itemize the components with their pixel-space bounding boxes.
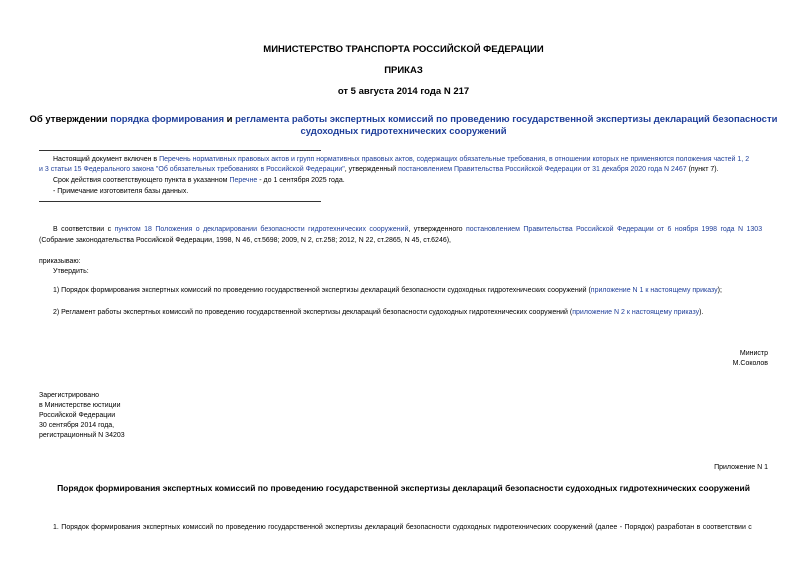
basis-link-resolution[interactable]: постановлением Правительства Российской Федерации от 6 ноября 1998 года N 1303 [465, 226, 763, 233]
note-link-perechen[interactable]: Перечне [229, 177, 258, 184]
note-term-date: - до 1 сентября 2025 года. [257, 177, 345, 184]
title-conjunction: и [223, 114, 236, 125]
approve-word: Утвердить: [53, 268, 89, 275]
note-prefix: Настоящий документ включен в [53, 156, 160, 163]
note-line-2 [39, 165, 719, 174]
registration-line-3: Российской Федерации [39, 412, 116, 419]
note-line-3 [53, 176, 345, 185]
item-2-end: ). [699, 309, 704, 316]
note-link-list[interactable]: Перечень нормативных правовых актов и групп нормативных правовых актов, содержащих обязательные требования, в отношении которых не применяются положения частей 1, 2 [159, 156, 750, 163]
registration-line-5: регистрационный N 34203 [39, 432, 125, 439]
ministry-heading: МИНИСТЕРСТВО ТРАНСПОРТА РОССИЙСКОЙ ФЕДЕРАЦИИ [263, 44, 544, 55]
appendix-paragraph-1: 1. Порядок формирования экспертных комиссий по проведению государственной экспертизы деклараций безопасности судоходных гидротехнических сооружений (далее - Порядок) разработан в соответствии с [53, 524, 752, 531]
title-link-regulation[interactable]: регламента работы экспертных комиссий по проведению государственной экспертизы деклараций безопасности [235, 114, 778, 125]
note-line-4: - Примечание изготовителя базы данных. [53, 188, 189, 195]
basis-approved: , утвержденного [408, 226, 466, 233]
note-clause: (пункт 7). [686, 166, 719, 173]
signature-name: М.Соколов [732, 360, 768, 367]
note-link-resolution[interactable]: постановлением Правительства Российской Федерации от 31 декабря 2020 года N 2467 [398, 166, 687, 173]
orders-word: приказываю: [39, 258, 81, 265]
appendix-title: Порядок формирования экспертных комиссий по проведению государственной экспертизы деклараций безопасности судоходных гидротехнических сооружений [57, 483, 750, 493]
item-1-text: 1) Порядок формирования экспертных комиссий по проведению государственной экспертизы деклараций безопасности судоходных гидротехнических сооружений ( [53, 287, 591, 294]
title-prefix: Об утверждении [29, 114, 111, 125]
note-line-1 [53, 155, 749, 164]
note-link-law[interactable]: и 3 статьи 15 Федерального закона "Об обязательных требованиях в Российской Федерации" [39, 166, 345, 173]
note-term-prefix: Срок действия соответствующего пункта в указанном [53, 177, 230, 184]
registration-line-1: Зарегистрировано [39, 392, 99, 399]
title-link-procedure[interactable]: порядка формирования [110, 114, 224, 125]
item-2-link[interactable]: приложение N 2 к настоящему приказу [572, 309, 700, 316]
document-title [0, 114, 807, 138]
item-1-link[interactable]: приложение N 1 к настоящему приказу [590, 287, 718, 294]
basis-paragraph-line-2: (Собрание законодательства Российской Федерации, 1998, N 46, ст.5698; 2009, N 2, ст.258; 2012, N 22, ст.2865, N 45, ст.6246), [39, 237, 452, 244]
title-link-regulation-cont[interactable]: судоходных гидротехнических сооружений [300, 126, 507, 137]
item-1-end: ); [717, 287, 722, 294]
note-approved: , утвержденный [344, 166, 399, 173]
registration-line-4: 30 сентября 2014 года, [39, 422, 115, 429]
order-heading: ПРИКАЗ [384, 65, 423, 76]
item-1 [53, 286, 722, 296]
registration-line-2: в Министерстве юстиции [39, 402, 121, 409]
signature-position: Министр [739, 350, 768, 357]
item-2-text: 2) Регламент работы экспертных комиссий по проведению государственной экспертизы деклараций безопасности судоходных гидротехнических сооружений ( [53, 309, 573, 316]
basis-paragraph-line-1 [53, 225, 762, 235]
item-2 [53, 308, 703, 318]
order-date: от 5 августа 2014 года N 217 [337, 86, 470, 97]
basis-link-clause18[interactable]: пунктом 18 Положения о декларировании безопасности гидротехнических сооружений [114, 226, 409, 233]
note-bottom-divider [39, 201, 321, 202]
appendix-label: Приложение N 1 [714, 464, 768, 471]
note-top-divider [39, 150, 321, 151]
basis-prefix: В соответствии с [53, 226, 115, 233]
